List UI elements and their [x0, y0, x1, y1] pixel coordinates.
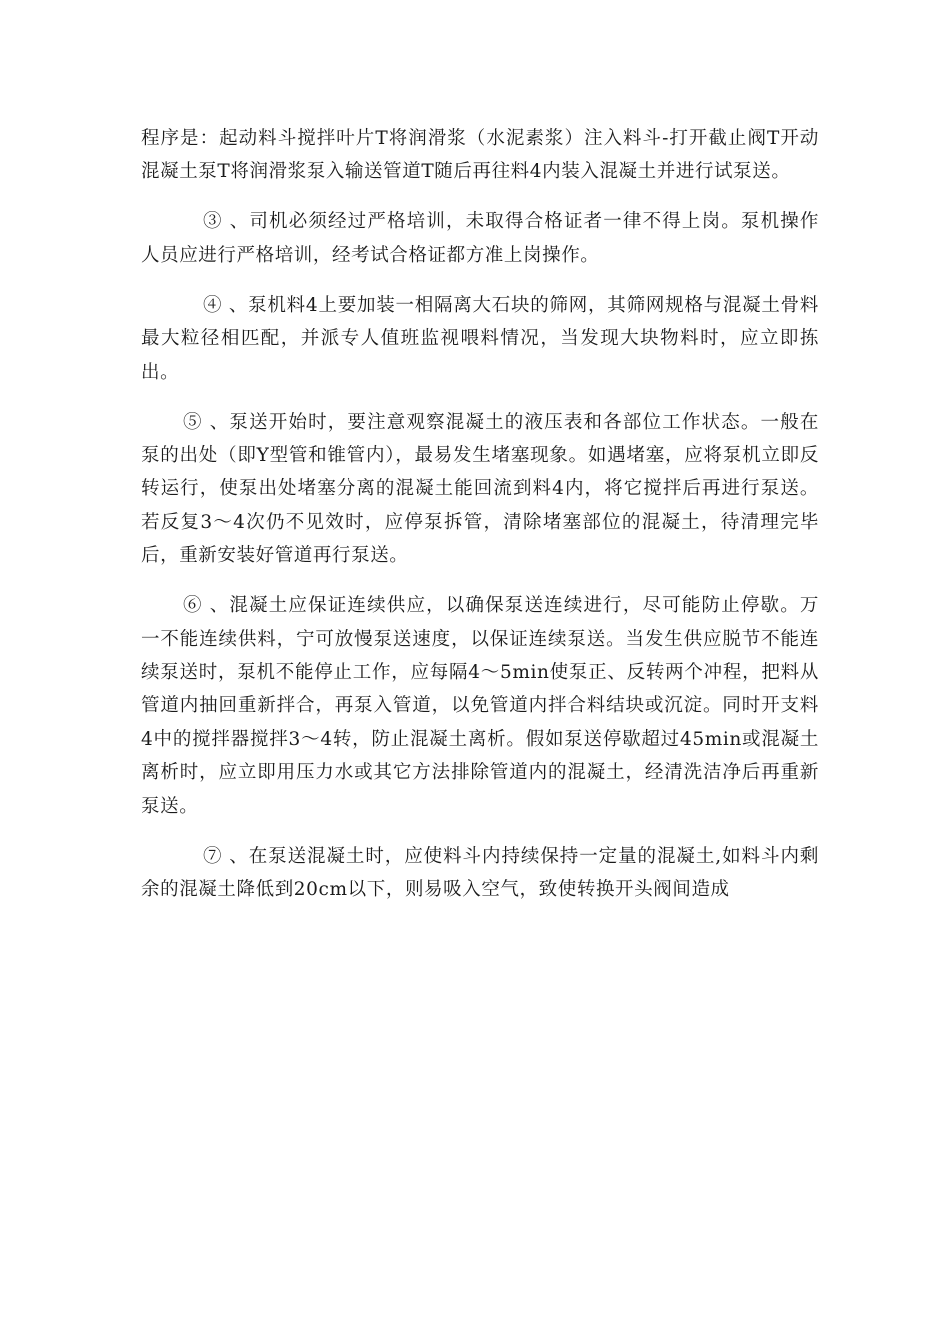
paragraph-gap [141, 823, 819, 840]
document-page [141, 122, 819, 907]
paragraph-gap [141, 189, 819, 206]
paragraph-3: ④ 、泵机料4上要加装一相隔离大石块的筛网，其筛网规格与混凝土骨料最大粒径相匹配，并派专人值班监视喂料情况，当发现大块物料时，应立即拣出。 [141, 294, 819, 383]
paragraph-6: ⑦ 、在泵送混凝土时，应使料斗内持续保持一定量的混凝土,如料斗内剩余的混凝土降低到20cm以下，则易吸入空气，致使转换开头阀间造成 [141, 845, 819, 901]
paragraph-1: 程序是：起动料斗搅拌叶片T将润滑浆（水泥素浆）注入料斗-打开截止阀T开动混凝土泵T将润滑浆泵入输送管道T随后再往料4内装入混凝土并进行试泵送。 [141, 128, 819, 183]
paragraph-4: ⑤ 、泵送开始时，要注意观察混凝土的液压表和各部位工作状态。一般在泵的出处（即Y型管和锥管内），最易发生堵塞现象。如遇堵塞，应将泵机立即反转运行，使泵出处堵塞分离的混凝土能回流到料4内，将它搅拌后再进行泵送。若反复3〜4次仍不见效时，应停泵拆管，清除堵塞部位的混凝土，待清理完毕后，重新安装好管道再行泵送。 [141, 411, 819, 567]
paragraph-gap [141, 389, 819, 406]
paragraph-gap [141, 272, 819, 289]
paragraph-gap [141, 573, 819, 590]
paragraph-5: ⑥ 、混凝土应保证连续供应，以确保泵送连续进行，尽可能防止停歇。万一不能连续供料，宁可放慢泵送速度，以保证连续泵送。当发生供应脱节不能连续泵送时，泵机不能停止工作，应每隔4〜5min使泵正、反转两个冲程，把料从管道内抽回重新拌合，再泵入管道，以免管道内拌合料结块或沉淀。同时开支料4中的搅拌器搅拌3〜4转，防止混凝土离析。假如泵送停歇超过45min或混凝土离析时，应立即用压力水或其它方法排除管道内的混凝土，经清洗洁净后再重新泵送。 [141, 595, 819, 817]
paragraph-2: ③ 、司机必须经过严格培训，未取得合格证者一律不得上岗。泵机操作人员应进行严格培训，经考试合格证都方准上岗操作。 [141, 211, 819, 266]
